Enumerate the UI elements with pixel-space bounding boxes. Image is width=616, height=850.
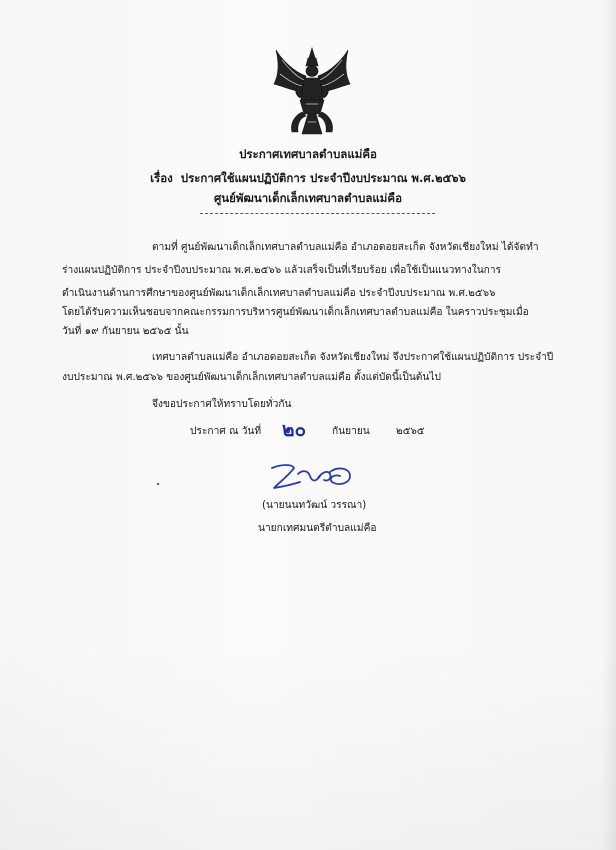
date-prefix: ประกาศ ณ วันที่ [190, 426, 262, 437]
signer-position: นายกเทศมนตรีตำบลแม่คือ [258, 523, 377, 534]
paragraph2-line2: งบประมาณ พ.ศ.๒๕๖๖ ของศูนย์พัฒนาเด็กเล็กเทศบาลตำบลแม่คือ ตั้งแต่บัดนี้เป็นต้นไป [62, 372, 441, 383]
announcement-subject-line2: ศูนย์พัฒนาเด็กเล็กเทศบาลตำบลแม่คือ [214, 191, 402, 205]
date-month: กันยายน [332, 426, 370, 437]
paragraph1-line5: วันที่ ๑๙ กันยายน ๒๕๖๕ นั้น [62, 326, 189, 337]
signer-name: (นายนนทวัฒน์ วรรณา) [262, 500, 367, 511]
date-day-handwritten: ๒๐ [282, 419, 307, 441]
closing-statement: จึงขอประกาศให้ทราบโดยทั่วกัน [152, 399, 292, 410]
subject-text: ประกาศใช้แผนปฏิบัติการ ประจำปีงบประมาณ พ.ศ.๒๕๖๖ [180, 171, 466, 185]
paragraph1-line1: ตามที่ ศูนย์พัฒนาเด็กเล็กเทศบาลตำบลแม่คือ อำเภอดอยสะเก็ด จังหวัดเชียงใหม่ ได้จัดทำ [152, 242, 539, 253]
paragraph1-line3: ดำเนินงานด้านการศึกษาของศูนย์พัฒนาเด็กเล็กเทศบาลตำบลแม่คือ ประจำปีงบประมาณ พ.ศ.๒๕๖๖ [62, 288, 496, 299]
paragraph1-line2: ร่างแผนปฏิบัติการ ประจำปีงบประมาณ พ.ศ.๒๕๖๖ แล้วเสร็จเป็นที่เรียบร้อย เพื่อใช้เป็นแนวทางในการ [62, 265, 502, 276]
paragraph1-line4: โดยได้รับความเห็นชอบจากคณะกรรมการบริหารศูนย์พัฒนาเด็กเล็กเทศบาลตำบลแม่คือ ในคราวประชุมเมื่อ [62, 307, 529, 318]
garuda-emblem-icon [272, 46, 352, 138]
handwritten-signature-icon [268, 460, 358, 494]
announcement-title: ประกาศเทศบาลตำบลแม่คือ [239, 147, 377, 161]
stray-ink-dot [157, 483, 159, 485]
page-bottom-shade [0, 640, 616, 850]
title-divider [200, 213, 435, 214]
subject-prefix: เรื่อง [150, 171, 173, 185]
paragraph2-line1: เทศบาลตำบลแม่คือ อำเภอดอยสะเก็ด จังหวัดเชียงใหม่ จึงประกาศใช้แผนปฏิบัติการ ประจำปี [152, 352, 554, 363]
date-year: ๒๕๖๕ [396, 426, 425, 437]
announcement-subject [0, 170, 616, 188]
